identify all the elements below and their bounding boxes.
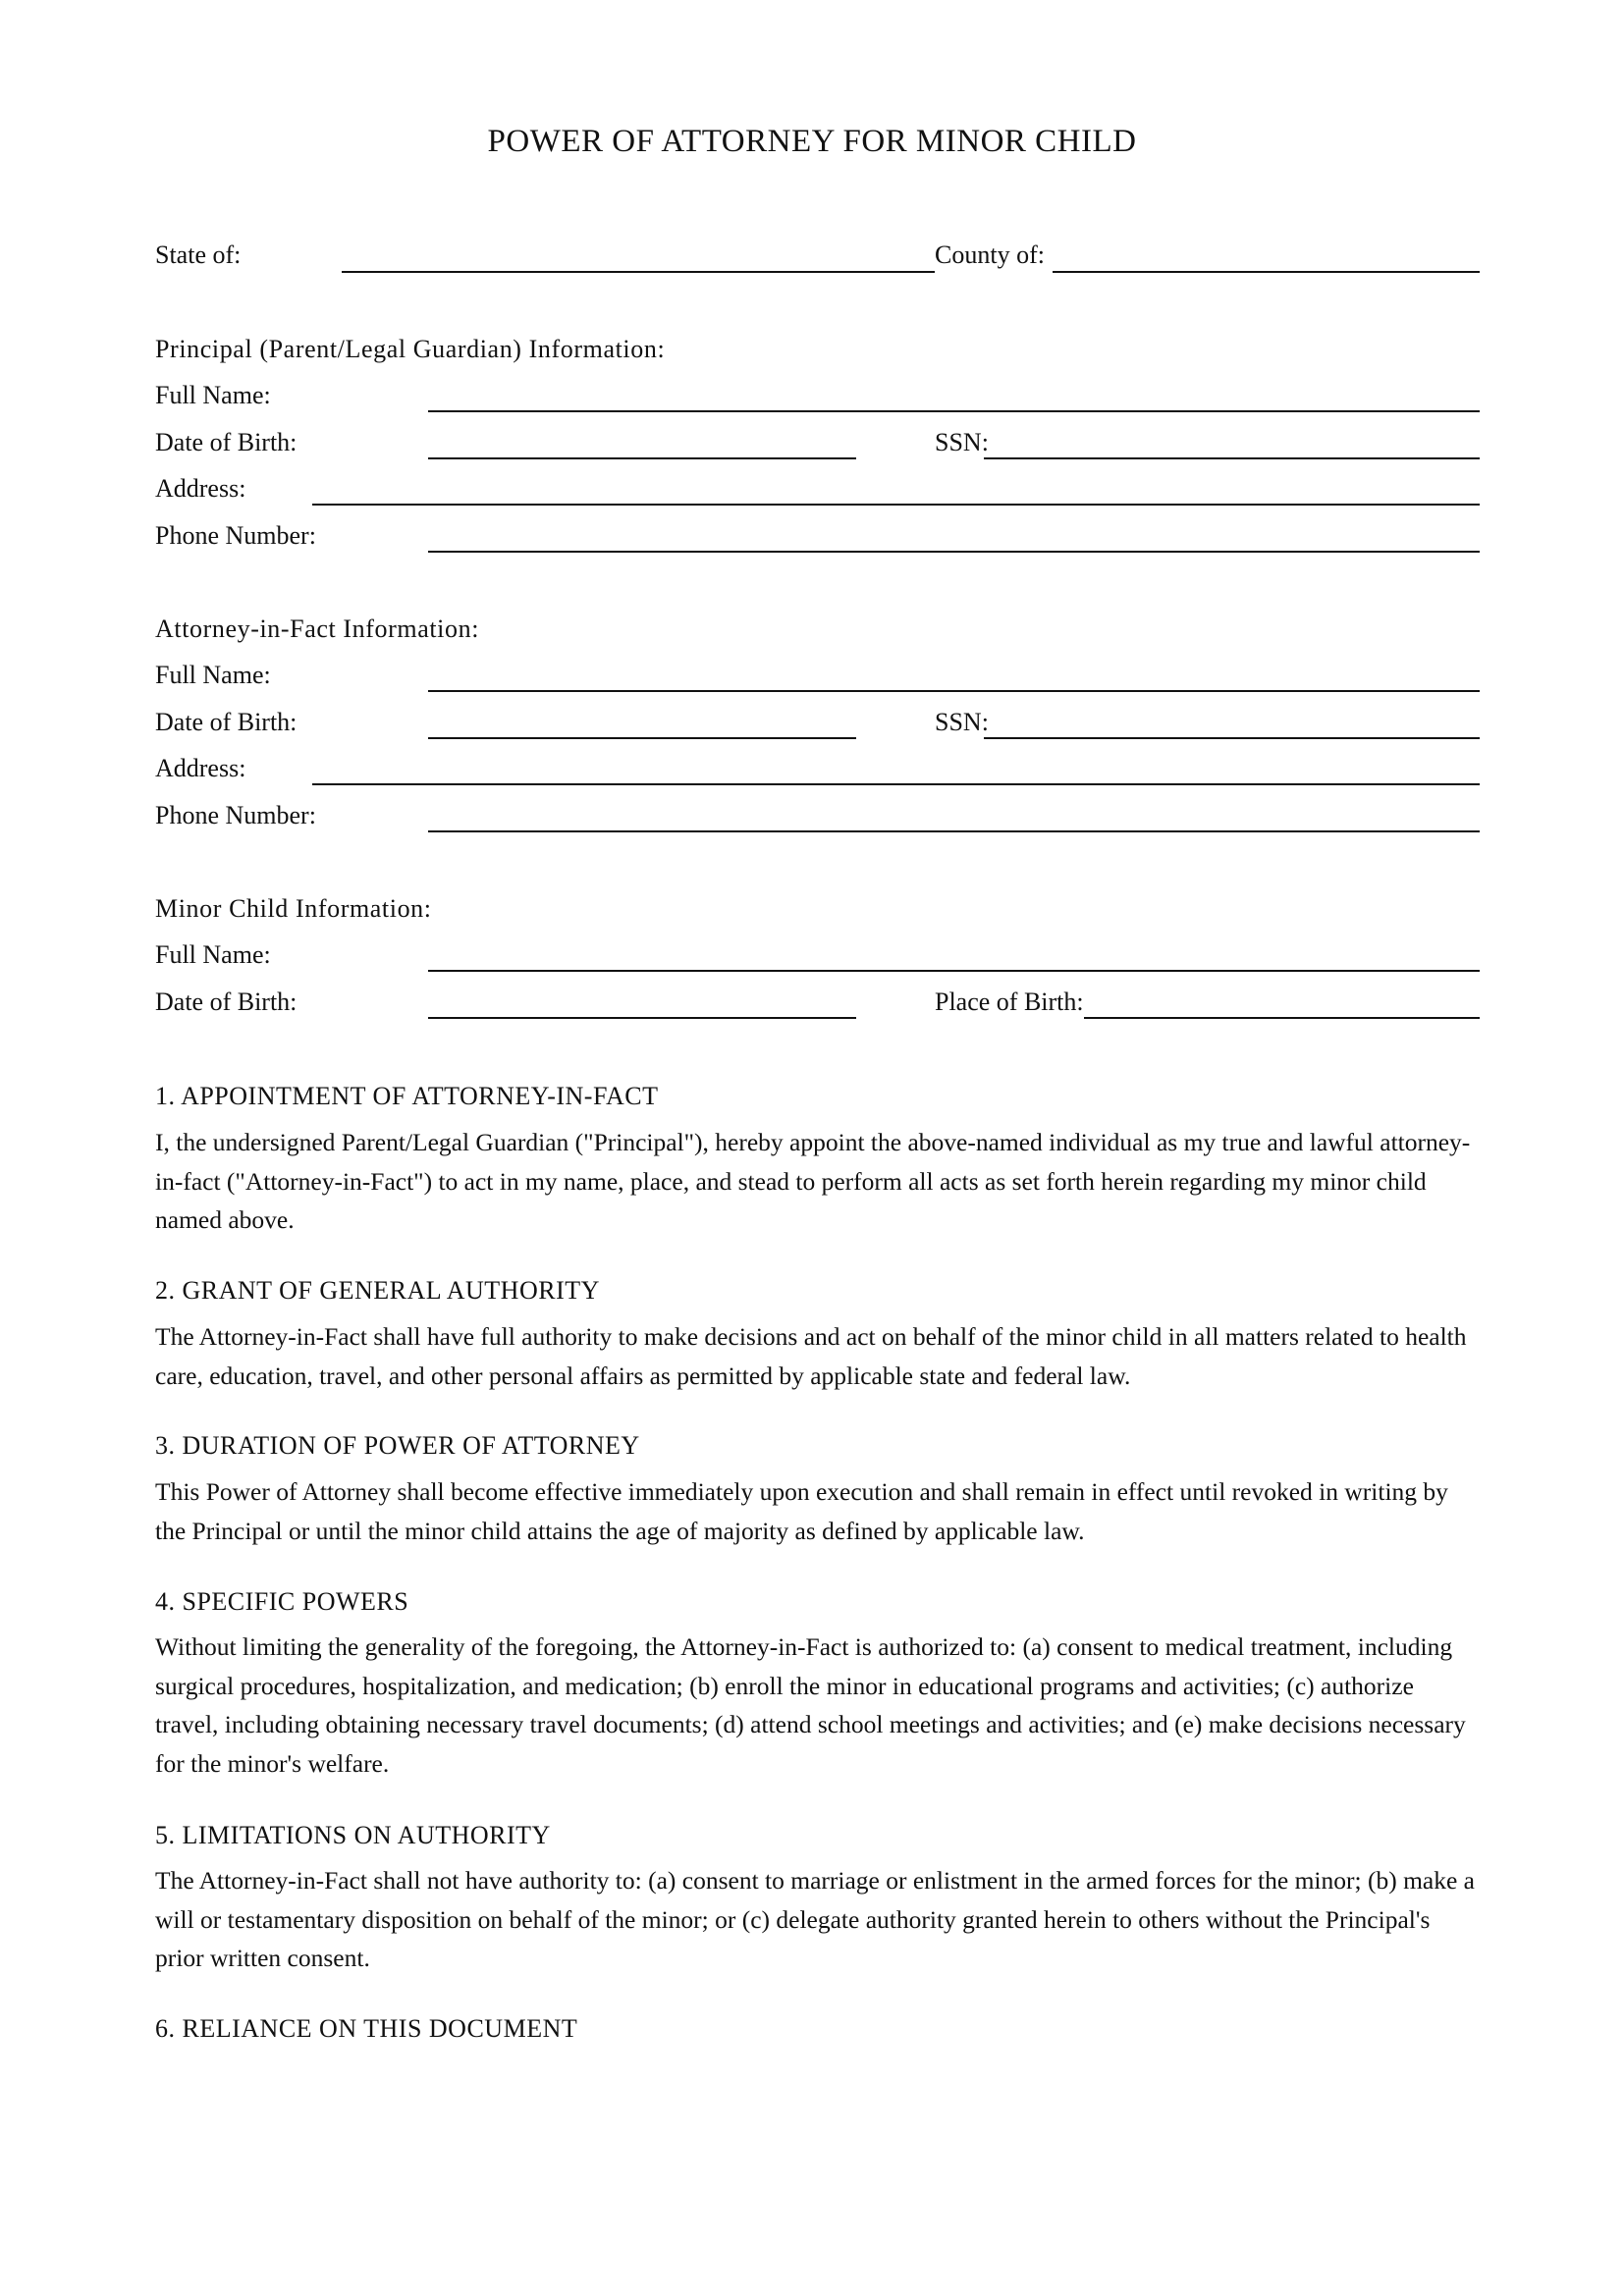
clause-4-heading: 4. SPECIFIC POWERS [155,1587,409,1616]
attorney-phone-label: Phone Number: [155,801,316,829]
clause-3-heading: 3. DURATION OF POWER OF ATTORNEY [155,1431,640,1460]
clause-2-heading: 2. GRANT OF GENERAL AUTHORITY [155,1276,600,1305]
minor-pob-field[interactable] [1084,1017,1480,1019]
minor-full-name-field[interactable] [428,970,1480,972]
attorney-full-name-label: Full Name: [155,661,271,689]
principal-dob-field[interactable] [428,457,856,459]
principal-section-heading: Principal (Parent/Legal Guardian) Information: [155,335,666,363]
state-field[interactable] [342,271,935,273]
clause-5-body: The Attorney-in-Fact shall not have authority to: (a) consent to marriage or enlistment in the armed forces for the minor; (b) make a will or testamentary disposition on behalf of the minor; or (c) delegate authority granted herein to others without the Principal's prior written consent. [155,1866,1475,1972]
principal-ssn-label: SSN: [935,428,989,456]
minor-pob-label: Place of Birth: [935,988,1084,1016]
clause-5-heading: 5. LIMITATIONS ON AUTHORITY [155,1821,551,1849]
minor-dob-field[interactable] [428,1017,856,1019]
principal-full-name-label: Full Name: [155,381,271,409]
principal-dob-label: Date of Birth: [155,428,298,456]
attorney-address-label: Address: [155,754,246,782]
attorney-phone-field[interactable] [428,830,1480,832]
principal-full-name-field[interactable] [428,410,1480,412]
principal-phone-field[interactable] [428,551,1480,553]
attorney-dob-field[interactable] [428,737,856,739]
clause-2-body: The Attorney-in-Fact shall have full authority to make decisions and act on behalf of the minor child in all matters related to health care, education, travel, and other personal affairs as permitted by applicable state and federal law. [155,1322,1467,1390]
attorney-full-name-field[interactable] [428,690,1480,692]
clause-1-body: I, the undersigned Parent/Legal Guardian ("Principal"), hereby appoint the above-named individual as my true and lawful attorney-in-fact ("Attorney-in-Fact") to act in my name, place, and stead to perform all acts as set forth herein regarding my minor child named above. [155,1128,1471,1234]
county-field[interactable] [1053,271,1480,273]
principal-address-label: Address: [155,474,246,503]
clause-6-heading: 6. RELIANCE ON THIS DOCUMENT [155,2014,578,2043]
principal-phone-label: Phone Number: [155,521,316,550]
minor-full-name-label: Full Name: [155,940,271,969]
principal-address-field[interactable] [312,504,1480,506]
clause-3-body: This Power of Attorney shall become effective immediately upon execution and shall remain in effect until revoked in writing by the Principal or until the minor child attains the age of majority as defined by applicable law. [155,1477,1448,1545]
attorney-dob-label: Date of Birth: [155,708,298,736]
clause-4-body: Without limiting the generality of the foregoing, the Attorney-in-Fact is authorized to: (a) consent to medical treatment, including surgical procedures, hospitalization, and medication; (b) enroll the minor in educational programs and activities; (c) authorize travel, including obtaining necessary travel documents; (d) attend school meetings and activities; and (e) make decisions necessary for the minor's welfare. [155,1632,1466,1778]
county-label: County of: [935,240,1045,269]
attorney-section-heading: Attorney-in-Fact Information: [155,614,480,643]
attorney-address-field[interactable] [312,783,1480,785]
principal-ssn-field[interactable] [984,457,1480,459]
state-label: State of: [155,240,242,269]
attorney-ssn-field[interactable] [984,737,1480,739]
clause-1-heading: 1. APPOINTMENT OF ATTORNEY-IN-FACT [155,1082,659,1110]
minor-dob-label: Date of Birth: [155,988,298,1016]
minor-section-heading: Minor Child Information: [155,894,432,923]
attorney-ssn-label: SSN: [935,708,989,736]
document-title: POWER OF ATTORNEY FOR MINOR CHILD [487,124,1137,159]
